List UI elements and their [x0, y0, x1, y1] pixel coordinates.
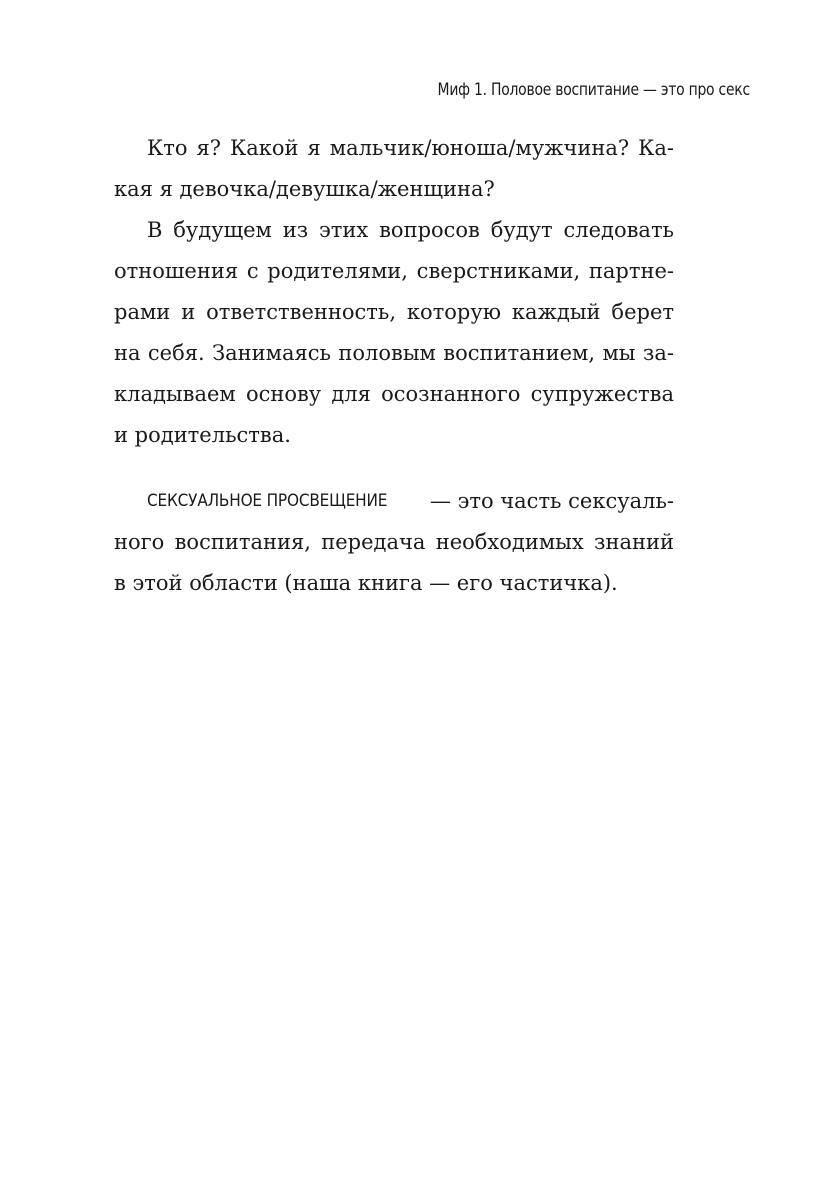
paragraph-2 [114, 210, 674, 456]
text-line: кая я девочка/девушка/женщина? [114, 177, 495, 201]
text-line: В будущем из этих вопросов будут следовать [147, 218, 674, 242]
paragraph-1 [114, 128, 674, 210]
definition-line [114, 481, 674, 522]
text-line: — это часть сексуаль- [429, 489, 674, 513]
text-line: Кто я? Какой я мальчик/юноша/мужчина? Ка- [147, 136, 674, 160]
text-line: в этой области (наша книга — его частичка). [114, 571, 618, 595]
text-line: ного воспитания, передача необходимых знаний [114, 530, 674, 554]
running-header: Миф 1. Половое воспитание — это про секс [437, 80, 750, 100]
text-line: на себя. Занимаясь половым воспитанием, мы за- [114, 341, 674, 365]
defined-term: СЕКСУАЛЬНОЕ ПРОСВЕЩЕНИЕ [147, 491, 388, 511]
text-line: рами и ответственность, которую каждый берет [114, 300, 674, 324]
text-line: и родительства. [114, 423, 291, 447]
text-line: кладываем основу для осознанного супружества [114, 382, 674, 406]
definition-paragraph [114, 481, 674, 604]
text-line: отношения с родителями, сверстниками, партне- [114, 259, 674, 283]
